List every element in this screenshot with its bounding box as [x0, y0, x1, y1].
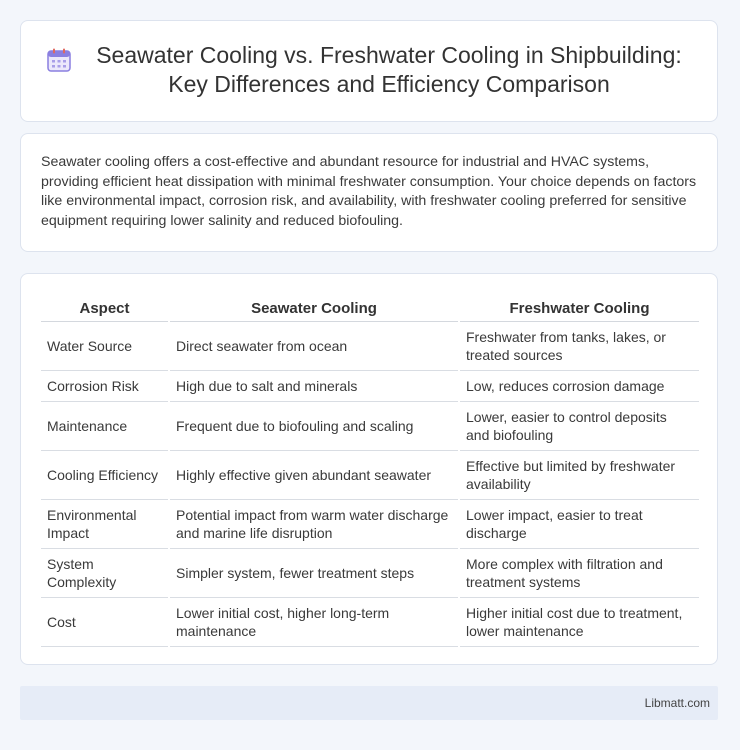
- aspect-cell: Cost: [41, 598, 168, 647]
- freshwater-cell: Low, reduces corrosion damage: [460, 371, 699, 402]
- seawater-cell: Lower initial cost, higher long-term maintenance: [170, 598, 458, 647]
- table-row: [41, 500, 699, 549]
- table-row: [41, 322, 699, 371]
- seawater-cell: Potential impact from warm water discharge and marine life disruption: [170, 500, 458, 549]
- freshwater-cell: Lower impact, easier to treat discharge: [460, 500, 699, 549]
- aspect-cell: Cooling Efficiency: [41, 451, 168, 500]
- freshwater-cell: Freshwater from tanks, lakes, or treated sources: [460, 322, 699, 371]
- title-wrap: [46, 41, 692, 99]
- page-title: Seawater Cooling vs. Freshwater Cooling in Shipbuilding: Key Differences and Efficiency Comparison: [96, 42, 682, 97]
- intro-paragraph: Seawater cooling offers a cost-effective and abundant resource for industrial and HVAC systems, providing efficient heat dissipation with minimal freshwater consumption. Your choice depends on factors like environmental impact, corrosion risk, and availability, with freshwater cooling preferred for sensitive equipment requiring lower salinity and reduced biofouling.: [41, 154, 697, 229]
- calendar-icon: [46, 47, 72, 73]
- footer-bar: [20, 686, 718, 720]
- aspect-cell: Environmental Impact: [41, 500, 168, 549]
- freshwater-cell: More complex with filtration and treatment systems: [460, 549, 699, 598]
- column-header-aspect: Aspect: [41, 294, 168, 322]
- aspect-cell: Water Source: [41, 322, 168, 371]
- title-card: [20, 20, 718, 122]
- seawater-cell: Direct seawater from ocean: [170, 322, 458, 371]
- table-row: [41, 371, 699, 402]
- comparison-table-card: [20, 273, 718, 665]
- aspect-cell: Corrosion Risk: [41, 371, 168, 402]
- intro-card: [20, 133, 718, 252]
- seawater-cell: High due to salt and minerals: [170, 371, 458, 402]
- table-row: [41, 451, 699, 500]
- table-header-row: [41, 294, 699, 322]
- aspect-cell: Maintenance: [41, 402, 168, 451]
- comparison-table: [39, 294, 701, 647]
- freshwater-cell: Higher initial cost due to treatment, lower maintenance: [460, 598, 699, 647]
- table-row: [41, 549, 699, 598]
- column-header-freshwater: Freshwater Cooling: [460, 294, 699, 322]
- aspect-cell: System Complexity: [41, 549, 168, 598]
- freshwater-cell: Effective but limited by freshwater availability: [460, 451, 699, 500]
- seawater-cell: Frequent due to biofouling and scaling: [170, 402, 458, 451]
- footer-site-link[interactable]: Libmatt.com: [644, 696, 710, 710]
- seawater-cell: Simpler system, fewer treatment steps: [170, 549, 458, 598]
- table-row: [41, 402, 699, 451]
- seawater-cell: Highly effective given abundant seawater: [170, 451, 458, 500]
- table-row: [41, 598, 699, 647]
- freshwater-cell: Lower, easier to control deposits and biofouling: [460, 402, 699, 451]
- column-header-seawater: Seawater Cooling: [170, 294, 458, 322]
